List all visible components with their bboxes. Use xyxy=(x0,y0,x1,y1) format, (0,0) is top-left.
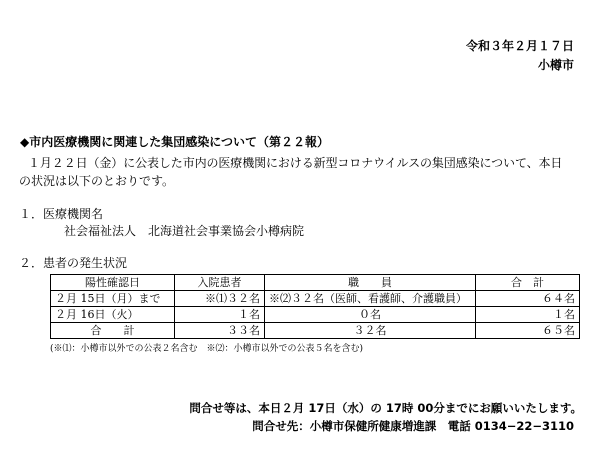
section-1-heading: １．医療機関名 xyxy=(19,207,104,221)
table-cell: ０名 xyxy=(265,307,476,323)
contact-info: 問合せ先：小樽市保健所健康増進課 電話 0134−22−3110 xyxy=(252,419,574,433)
table-cell: ※⑵３２名（医師、看護師、介護職員） xyxy=(265,291,476,307)
document-title: ◆市内医療機関に関連した集団感染について（第２２報） xyxy=(20,135,329,149)
table-cell: ３３名 xyxy=(175,323,265,339)
section-2-heading: ２．患者の発生状況 xyxy=(19,256,128,270)
table-cell: 合 計 xyxy=(51,323,175,339)
table-row xyxy=(51,291,580,307)
table-header-row xyxy=(51,275,580,291)
intro-line-1: １月２２日（金）に公表した市内の医療機関における新型コロナウイルスの集団感染について、本日 xyxy=(28,156,563,170)
table-cell: ※⑴３２名 xyxy=(175,291,265,307)
table-cell: ２月 16日（火） xyxy=(51,307,175,323)
table-total-row xyxy=(51,323,580,339)
table-header-cell: 職 員 xyxy=(265,275,476,291)
table-cell: ６５名 xyxy=(476,323,580,339)
table-header-cell: 合 計 xyxy=(476,275,580,291)
document-issuer: 小樽市 xyxy=(537,58,574,72)
table-cell: ２月 15日（月）まで xyxy=(51,291,175,307)
contact-notice: 問合せ等は、本日２月 17日（水）の 17時 00分までにお願いいたします。 xyxy=(189,401,582,415)
table-header-cell: 入院患者 xyxy=(175,275,265,291)
table-header-cell: 陽性確認日 xyxy=(51,275,175,291)
table-footnote: (※⑴：小樽市以外での公表２名含む ※⑵：小樽市以外での公表５名を含む) xyxy=(50,344,364,354)
table-cell: １名 xyxy=(175,307,265,323)
document-date: 令和３年２月１７日 xyxy=(465,39,574,53)
intro-line-2: の状況は以下のとおりです。 xyxy=(19,174,175,188)
table-cell: １名 xyxy=(476,307,580,323)
table-cell: ６４名 xyxy=(476,291,580,307)
table-row xyxy=(51,307,580,323)
table-cell: ３２名 xyxy=(265,323,476,339)
section-1-content: 社会福祉法人 北海道社会事業協会小樽病院 xyxy=(64,224,305,238)
patient-status-table xyxy=(50,274,580,339)
